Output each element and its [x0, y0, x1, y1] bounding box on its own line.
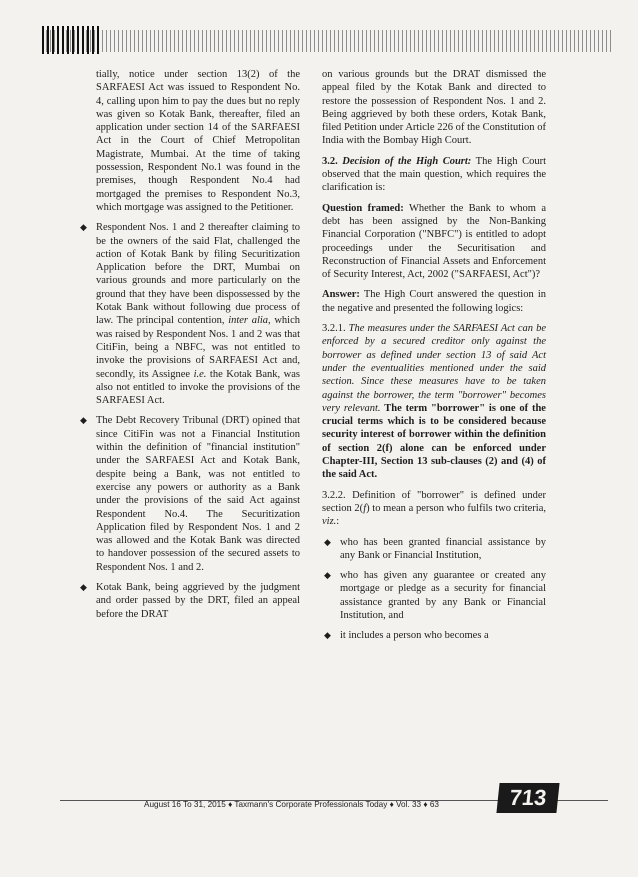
bullet1-italic-b: i.e. — [193, 368, 207, 380]
bullet2-text: The Debt Recovery Tribunal (DRT) opined that since CitiFin was not a Financial Institution within the definition of "financial institution" under the SARFAESI Act and Kotak Bank, despite being a Bank, was not entitled to exercise any powers or authority as a Bank under the provisions of the said Act against Respondent No.4. The Securitization Application filed by Respondent Nos. 1 and 2 was allowed and the Kotak Bank was directed to handover possession of the secured assets to Respondent Nos. 1 and 2. — [96, 415, 300, 573]
continued-paragraph: on various grounds but the DRAT dismissed the appeal filed by the Kotak Bank and directed to restore the possession of Respondent Nos. 1 and 2. Being aggrieved by both these orders, Kotak Bank, filed Petition under Article 226 of the Constitution of India with the Bombay High Court. — [322, 69, 546, 147]
bullet1-text-b: , which was raised by Respondent Nos. 1 and 2 was that CitiFin, being a NBFC, was not entitled to invoke the provisions of SARFAESI Act and, secondly, its Assignee — [96, 315, 300, 380]
page-number: 713 — [496, 783, 559, 813]
left-bullet-1 — [80, 221, 301, 407]
section-3-2-2-viz: viz. — [322, 516, 337, 528]
right-bullet-3-text: it includes a person who becomes a — [340, 630, 489, 642]
diamond-bullet-icon: ◆ — [80, 581, 87, 592]
bullet1-italic-a: inter alia — [228, 315, 269, 327]
left-bullet-2 — [80, 414, 300, 574]
section-3-2-1-number: 3.2.1. — [322, 323, 346, 335]
intro-paragraph: tially, notice under section 13(2) of the SARFAESI Act was issued to Respondent No. 4, calling upon him to pay the dues but no reply was given so Kotak Bank, thereafter, filed an application under section 14 of the SARFAESI Act in the Court of Chief Metropolitan Magistrate, Mumbai. At the time of taking possession, Respondent No.1 was found in the premises, though Respondent No.4 had mortgaged the premises to Respondent No.3, which mortgage was assigned to the Petitioner. — [96, 69, 300, 213]
section-3-2-2-number: 3.2.2. — [322, 489, 346, 501]
section-3-2-2-text-a: Definition of "borrower" is defined under section 2( — [322, 489, 546, 514]
diamond-bullet-icon: ◆ — [324, 536, 331, 547]
header-heavy-stripes — [42, 26, 102, 54]
right-bullet-list — [322, 536, 546, 643]
section-3-2-number: 3.2. — [322, 155, 338, 167]
question-framed — [322, 202, 546, 282]
diamond-bullet-icon: ◆ — [324, 570, 331, 581]
right-bullet-3 — [322, 629, 546, 642]
left-bullet-3 — [80, 581, 300, 621]
right-bullet-1-text: who has been granted financial assistance by any Bank or Financial Institution, — [340, 536, 546, 561]
right-bullet-2-text: who has given any guarantee or created any mortgage or pledge as a security for financial assistance granted by any Bank or Financial Institution, and — [340, 570, 546, 621]
section-3-2-title: Decision of the High Court: — [342, 155, 472, 167]
section-3-2-text: The High Court observed that the main question, which requires the clarification is: — [322, 155, 546, 194]
answer-text: The High Court answered the question in the negative and presented the following logics: — [322, 289, 546, 314]
section-3-2-1-bold: The term "borrower" is one of the crucial terms which is to be considered because security interest of borrower within the definition of section 2(f) alone can be enforced under Chapter-III, Section 13 sub-clauses (2) and (4) of the said Act. — [322, 402, 546, 481]
section-3-2-2 — [322, 489, 546, 529]
answer-label: Answer: — [322, 289, 360, 301]
bullet1-text-c: the Kotak Bank, was also not entitled to invoke the provisions of the SARFAESI Act. — [96, 368, 301, 407]
bullet3-text: Kotak Bank, being aggrieved by the judgment and order passed by the DRT, filed an appeal before the DRAT — [96, 581, 300, 620]
right-column — [322, 68, 546, 650]
left-bullet-list — [80, 221, 301, 621]
section-3-2-2-f: f — [363, 502, 367, 514]
right-bullet-1 — [322, 536, 546, 563]
section-3-2-1 — [322, 322, 546, 482]
section-3-2-1-italic: The measures under the SARFAESI Act can be enforced by a secured creditor only against the borrower as defined under section 13 of said Act under the eventualities mentioned under the said section. Since these measures have to be taken against the borrower, the term "borrower" becomes very relevant. — [322, 323, 546, 414]
section-3-2 — [322, 155, 546, 195]
header-stripes — [42, 30, 612, 52]
section-3-2-2-colon: : — [336, 516, 340, 528]
diamond-bullet-icon: ◆ — [80, 222, 87, 233]
question-text: Whether the Bank to whom a debt has been assigned by the Non-Banking Financial Corporation ("NBFC") is entitled to adopt proceedings under the Securitisation and Reconstruction of Financial Assets and Enforcement of Security Interest, Act, 2002 ("SARFAESI, Act")? — [322, 202, 546, 281]
footer-text: August 16 To 31, 2015 ♦ Taxmann's Corporate Professionals Today ♦ Vol. 33 ♦ 63 — [144, 800, 439, 809]
diamond-bullet-icon: ◆ — [80, 415, 87, 426]
answer — [322, 288, 546, 315]
right-bullet-2 — [322, 569, 546, 622]
diamond-bullet-icon: ◆ — [324, 630, 331, 641]
bullet1-text-a: Respondent Nos. 1 and 2 thereafter claiming to be the owners of the said Flat, challenged the action of Kotak Bank by filing Securitization Application before the DRT, Mumbai on various grounds and more particularly on the ground that they have been dispossessed by the Kotak Bank without following due process of law. The principal contention, — [96, 222, 300, 327]
question-label: Question framed: — [322, 202, 404, 214]
header-barcode-strip — [42, 10, 612, 50]
left-column — [80, 68, 301, 628]
section-3-2-2-text-b: ) to mean a person who fulfils two criteria, — [366, 502, 546, 514]
